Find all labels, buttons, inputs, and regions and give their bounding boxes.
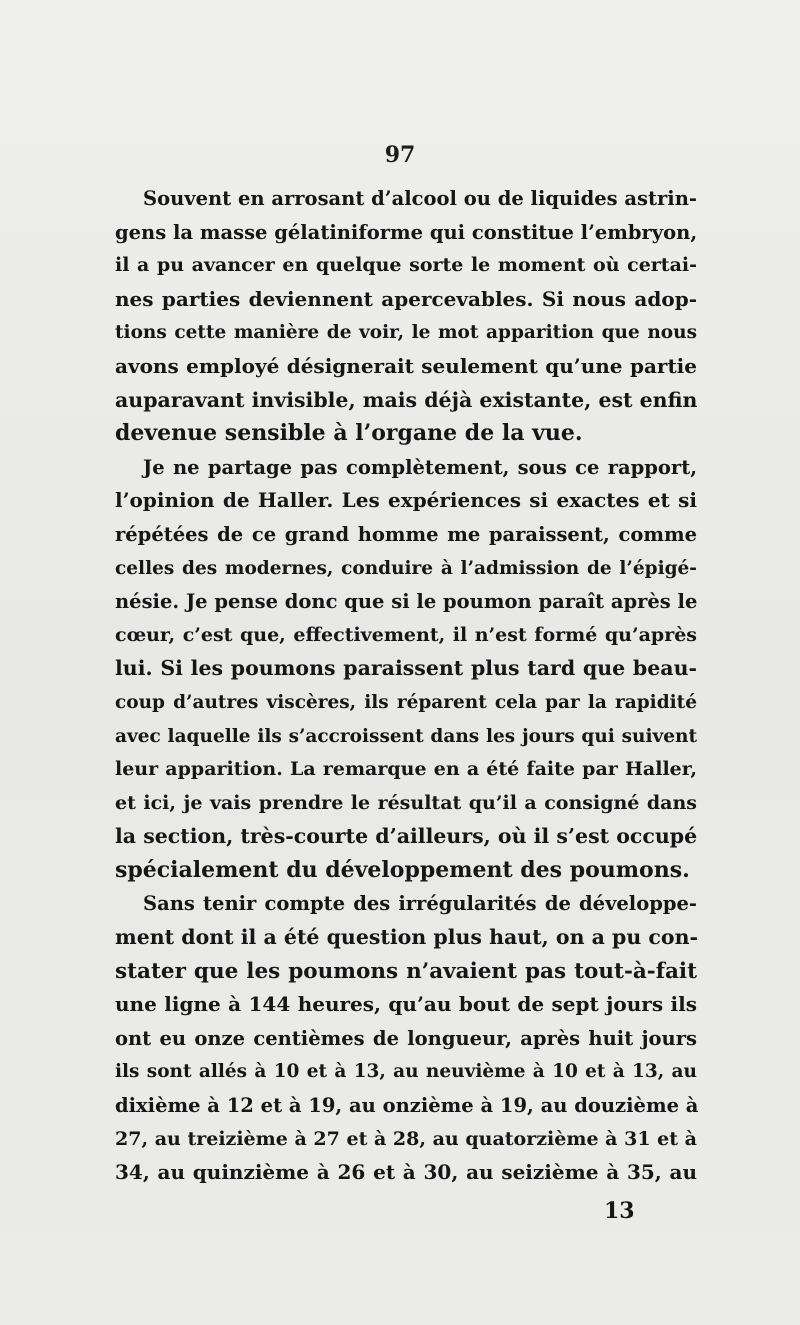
text-line: Souvent en arrosant d’alcool ou de liquides astrin- <box>143 187 697 210</box>
text-line: ont eu onze centièmes de longueur, après huit jours <box>115 1026 697 1050</box>
text-line: celles des modernes, conduire à l’admission de l’épigé- <box>115 557 697 579</box>
text-line: lui. Si les poumons paraissent plus tard que beau- <box>115 656 697 681</box>
text-line: répétées de ce grand homme me paraissent, comme <box>115 522 697 546</box>
text-line: leur apparition. La remarque en a été faite par Haller, <box>115 758 697 781</box>
text-line: tions cette manière de voir, le mot apparition que nous <box>115 322 697 344</box>
text-line: nes parties deviennent apercevables. Si nous adop- <box>115 286 697 311</box>
text-line: stater que les poumons n’avaient pas tout-à-fait <box>115 958 697 984</box>
text-line: spécialement du développement des poumons. <box>115 856 690 883</box>
text-line: cœur, c’est que, effectivement, il n’est formé qu’après <box>115 623 697 646</box>
text-line: nésie. Je pense donc que si le poumon paraît après le <box>115 590 698 614</box>
page-number: 97 <box>384 142 416 168</box>
text-line: Je ne partage pas complètement, sous ce rapport, <box>143 455 697 479</box>
paragraph-1 <box>115 182 697 451</box>
text-line: la section, très-courte d’ailleurs, où il s’est occupé <box>115 824 698 849</box>
text-line: 34, au quinzième à 26 et à 30, au seizième à 35, au <box>115 1160 697 1185</box>
text-line: 27, au treizième à 27 et à 28, au quatorzième à 31 et à <box>115 1127 697 1150</box>
text-line: avons employé désignerait seulement qu’une partie <box>115 353 697 378</box>
signature-mark: 13 <box>604 1198 635 1224</box>
text-line: dixième à 12 et à 19, au onzième à 19, au douzième à <box>115 1094 699 1118</box>
text-line: coup d’autres viscères, ils réparent cela par la rapidité <box>115 691 697 713</box>
paragraph-2 <box>115 451 697 888</box>
text-line: avec laquelle ils s’accroissent dans les jours qui suivent <box>115 725 697 747</box>
text-line: ils sont allés à 10 et à 13, au neuvième à 10 et à 13, au <box>115 1061 697 1083</box>
text-line: Sans tenir compte des irrégularités de développe- <box>143 892 697 916</box>
text-line: une ligne à 144 heures, qu’au bout de sept jours ils <box>115 992 697 1017</box>
text-line: il a pu avancer en quelque sorte le moment où certai- <box>115 254 697 277</box>
paragraph-3 <box>115 887 697 1189</box>
body-text <box>115 182 697 1190</box>
text-line: ment dont il a été question plus haut, on a pu con- <box>115 925 698 950</box>
text-line: l’opinion de Haller. Les expériences si exactes et si <box>115 488 697 513</box>
text-line: auparavant invisible, mais déjà existante, est enfin <box>115 387 698 412</box>
text-line: gens la masse gélatiniforme qui constitue l’embryon, <box>115 220 698 244</box>
text-line: et ici, je vais prendre le résultat qu’il a consigné dans <box>115 791 697 814</box>
text-line: devenue sensible à l’organe de la vue. <box>115 420 583 447</box>
